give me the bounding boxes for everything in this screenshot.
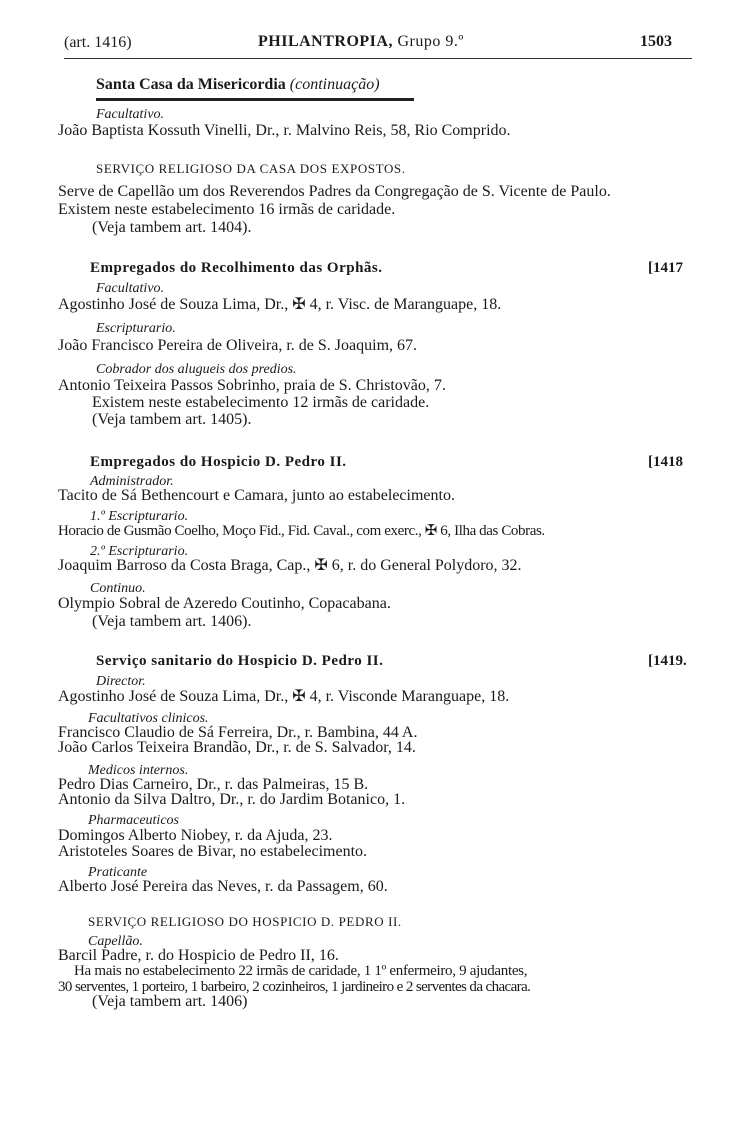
section-title-underline (96, 98, 414, 101)
role-label: Facultativo. (96, 107, 165, 122)
role-label: Cobrador dos alugueis dos predios. (96, 362, 297, 377)
cross-reference: (Veja tambem art. 1406) (92, 993, 248, 1010)
role-label: Medicos internos. (88, 763, 189, 778)
entry-line: Existem neste estabelecimento 16 irmãs de caridade. (58, 201, 396, 218)
entry-line: Alberto José Pereira das Neves, r. da Passagem, 60. (58, 878, 388, 895)
entry-line: Agostinho José de Souza Lima, Dr., ✠ 4, r. Visc. de Maranguape, 18. (58, 296, 502, 313)
section-title-text: Santa Casa da Misericordia (96, 76, 286, 93)
article-number: [1417 (648, 260, 683, 276)
subsection-heading: SERVIÇO RELIGIOSO DA CASA DOS EXPOSTOS. (96, 161, 406, 176)
article-number: [1418 (648, 454, 683, 470)
role-label: 1.º Escripturario. (90, 509, 189, 524)
entry-line: Tacito de Sá Bethencourt e Camara, junto ao estabelecimento. (58, 487, 455, 504)
role-label: Director. (96, 674, 146, 689)
entry-line: João Carlos Teixeira Brandão, Dr., r. de S. Salvador, 14. (58, 739, 416, 756)
role-label: Escripturario. (96, 321, 176, 336)
subsection-heading: SERVIÇO RELIGIOSO DO HOSPICIO D. PEDRO II. (88, 914, 402, 929)
entry-line: Antonio da Silva Daltro, Dr., r. do Jardim Botanico, 1. (58, 791, 406, 808)
subsection-heading: Serviço sanitario do Hospicio D. Pedro II. (96, 653, 384, 669)
entry-line: Francisco Claudio de Sá Ferreira, Dr., r. Bambina, 44 A. (58, 724, 418, 741)
entry-line: João Baptista Kossuth Vinelli, Dr., r. Malvino Reis, 58, Rio Comprido. (58, 122, 511, 139)
cross-reference: (Veja tambem art. 1405). (92, 411, 252, 428)
role-label: Praticante (88, 865, 148, 880)
entry-line: Ha mais no estabelecimento 22 irmãs de caridade, 1 1º enfermeiro, 9 ajudantes, (74, 963, 528, 979)
entry-line: Existem neste estabelecimento 12 irmãs de caridade. (92, 394, 430, 411)
entry-line: Serve de Capellão um dos Reverendos Padres da Congregação de S. Vicente de Paulo. (58, 183, 611, 200)
article-number: [1419. (648, 653, 687, 669)
entry-line: Olympio Sobral de Azeredo Coutinho, Copacabana. (58, 595, 391, 612)
entry-line: Pedro Dias Carneiro, Dr., r. das Palmeiras, 15 B. (58, 776, 369, 793)
subsection-heading: Empregados do Recolhimento das Orphãs. (90, 260, 383, 276)
entry-line: Horacio de Gusmão Coelho, Moço Fid., Fid. Caval., com exerc., ✠ 6, Ilha das Cobras. (58, 523, 545, 539)
entry-line: Barcil Padre, r. do Hospicio de Pedro II, 16. (58, 947, 339, 964)
section-title-continuation: (continuação) (289, 76, 380, 93)
section-title (96, 76, 380, 94)
role-label: Pharmaceuticos (88, 813, 179, 828)
role-label: Facultativos clinicos. (88, 711, 209, 726)
entry-line: Domingos Alberto Niobey, r. da Ajuda, 23. (58, 827, 333, 844)
role-label: Facultativo. (96, 281, 165, 296)
role-label: Capellão. (88, 934, 143, 949)
subsection-heading: Empregados do Hospicio D. Pedro II. (90, 454, 347, 470)
header-rule (64, 58, 692, 59)
entry-line: Antonio Teixeira Passos Sobrinho, praia de S. Christovão, 7. (58, 377, 446, 394)
entry-line: João Francisco Pereira de Oliveira, r. de S. Joaquim, 67. (58, 337, 418, 354)
role-label: Continuo. (90, 581, 146, 596)
running-title (258, 33, 464, 51)
entry-line: 30 serventes, 1 porteiro, 1 barbeiro, 2 cozinheiros, 1 jardineiro e 2 serventes da chacara. (58, 979, 531, 995)
entry-line: Aristoteles Soares de Bivar, no estabelecimento. (58, 843, 368, 860)
entry-line: Agostinho José de Souza Lima, Dr., ✠ 4, r. Visconde Maranguape, 18. (58, 688, 510, 705)
role-label: Administrador. (90, 474, 174, 489)
cross-reference: (Veja tambem art. 1406). (92, 613, 252, 630)
role-label: 2.º Escripturario. (90, 544, 189, 559)
entry-line: Joaquim Barroso da Costa Braga, Cap., ✠ 6, r. do General Polydoro, 32. (58, 557, 522, 574)
cross-reference: (Veja tambem art. 1404). (92, 219, 252, 236)
article-reference: (art. 1416) (64, 34, 132, 51)
page-number: 1503 (640, 33, 672, 50)
title-text: PHILANTROPIA, (258, 33, 393, 50)
group-label: Grupo 9.º (397, 33, 464, 50)
